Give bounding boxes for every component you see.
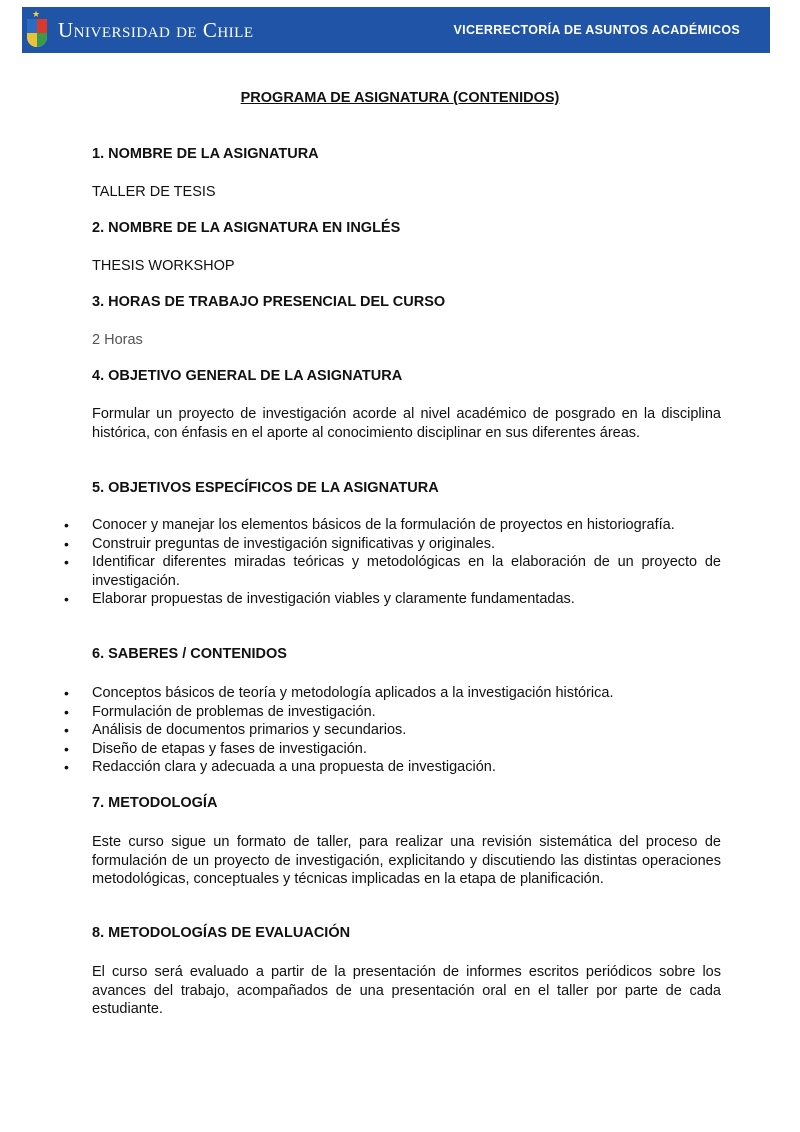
bullet-icon: • <box>64 591 69 608</box>
bullet-icon: • <box>64 703 69 720</box>
document-title: PROGRAMA DE ASIGNATURA (CONTENIDOS) <box>240 90 560 106</box>
list-item <box>64 553 721 590</box>
general-objective-text: Formular un proyecto de investigación acorde al nivel académico de posgrado en la disciplina histórica, con énfasis en el aporte al conocimiento disciplinar en sus diferentes áreas. <box>92 406 721 441</box>
university-name: Universidad de Chile <box>58 17 254 42</box>
list-item <box>64 516 721 535</box>
bullet-icon: • <box>64 554 69 571</box>
header-banner <box>22 7 770 53</box>
course-hours: 2 Horas <box>92 332 143 348</box>
list-item-text: Elaborar propuestas de investigación viables y claramente fundamentadas. <box>92 591 575 608</box>
list-item-text: Construir preguntas de investigación significativas y originales. <box>92 535 495 552</box>
list-item <box>64 758 721 777</box>
bullet-icon: • <box>64 740 69 757</box>
university-brand <box>26 7 253 53</box>
course-name-english: THESIS WORKSHOP <box>92 258 235 274</box>
list-item-text: Redacción clara y adecuada a una propuesta de investigación. <box>92 759 496 776</box>
section-3-heading: 3. HORAS DE TRABAJO PRESENCIAL DEL CURSO <box>92 294 446 310</box>
section-6-heading: 6. SABERES / CONTENIDOS <box>92 646 287 662</box>
bullet-icon: • <box>64 535 69 552</box>
list-item-text: Diseño de etapas y fases de investigación. <box>92 740 367 757</box>
bullet-icon: • <box>64 759 69 776</box>
bullet-icon: • <box>64 685 69 701</box>
evaluation-text: El curso será evaluado a partir de la presentación de informes escritos periódicos sobre los avances del trabajo, acompañados de una presentación oral en el taller por parte de cada estudiante. <box>92 964 721 1018</box>
list-item <box>64 535 721 554</box>
department-name: VICERRECTORÍA DE ASUNTOS ACADÉMICOS <box>453 23 740 37</box>
section-7-heading: 7. METODOLOGÍA <box>92 795 218 811</box>
bullet-icon: • <box>64 722 69 739</box>
specific-objectives-list <box>0 516 800 609</box>
section-4-heading: 4. OBJETIVO GENERAL DE LA ASIGNATURA <box>92 368 403 384</box>
list-item-text: Conceptos básicos de teoría y metodología aplicados a la investigación histórica. <box>92 685 614 701</box>
bullet-icon: • <box>64 517 69 533</box>
list-item-text: Conocer y manejar los elementos básicos de la formulación de proyectos en historiografía. <box>92 517 675 533</box>
course-name: TALLER DE TESIS <box>92 184 216 200</box>
list-item-text: Formulación de problemas de investigación. <box>92 703 376 720</box>
list-item <box>64 684 721 703</box>
contents-list <box>0 684 800 777</box>
section-8-heading: 8. METODOLOGÍAS DE EVALUACIÓN <box>92 925 351 941</box>
section-2-heading: 2. NOMBRE DE LA ASIGNATURA EN INGLÉS <box>92 220 401 236</box>
section-5-heading: 5. OBJETIVOS ESPECÍFICOS DE LA ASIGNATURA <box>92 480 439 496</box>
list-item <box>64 721 721 740</box>
methodology-text: Este curso sigue un formato de taller, para realizar una revisión sistemática del proceso de formulación de un proyecto de investigación, explicitando y discutiendo las distintas operaciones metodológicas, conceptuales y técnicas implicadas en la etapa de planificación. <box>92 834 721 888</box>
section-1-heading: 1. NOMBRE DE LA ASIGNATURA <box>92 146 319 162</box>
list-item <box>64 740 721 759</box>
list-item <box>64 703 721 722</box>
list-item-text: Análisis de documentos primarios y secundarios. <box>92 722 407 739</box>
list-item <box>64 590 721 609</box>
list-item-text: Identificar diferentes miradas teóricas y metodológicas en la elaboración de un proyecto de investigación. <box>92 554 721 589</box>
university-crest-icon: ★ <box>26 10 48 50</box>
